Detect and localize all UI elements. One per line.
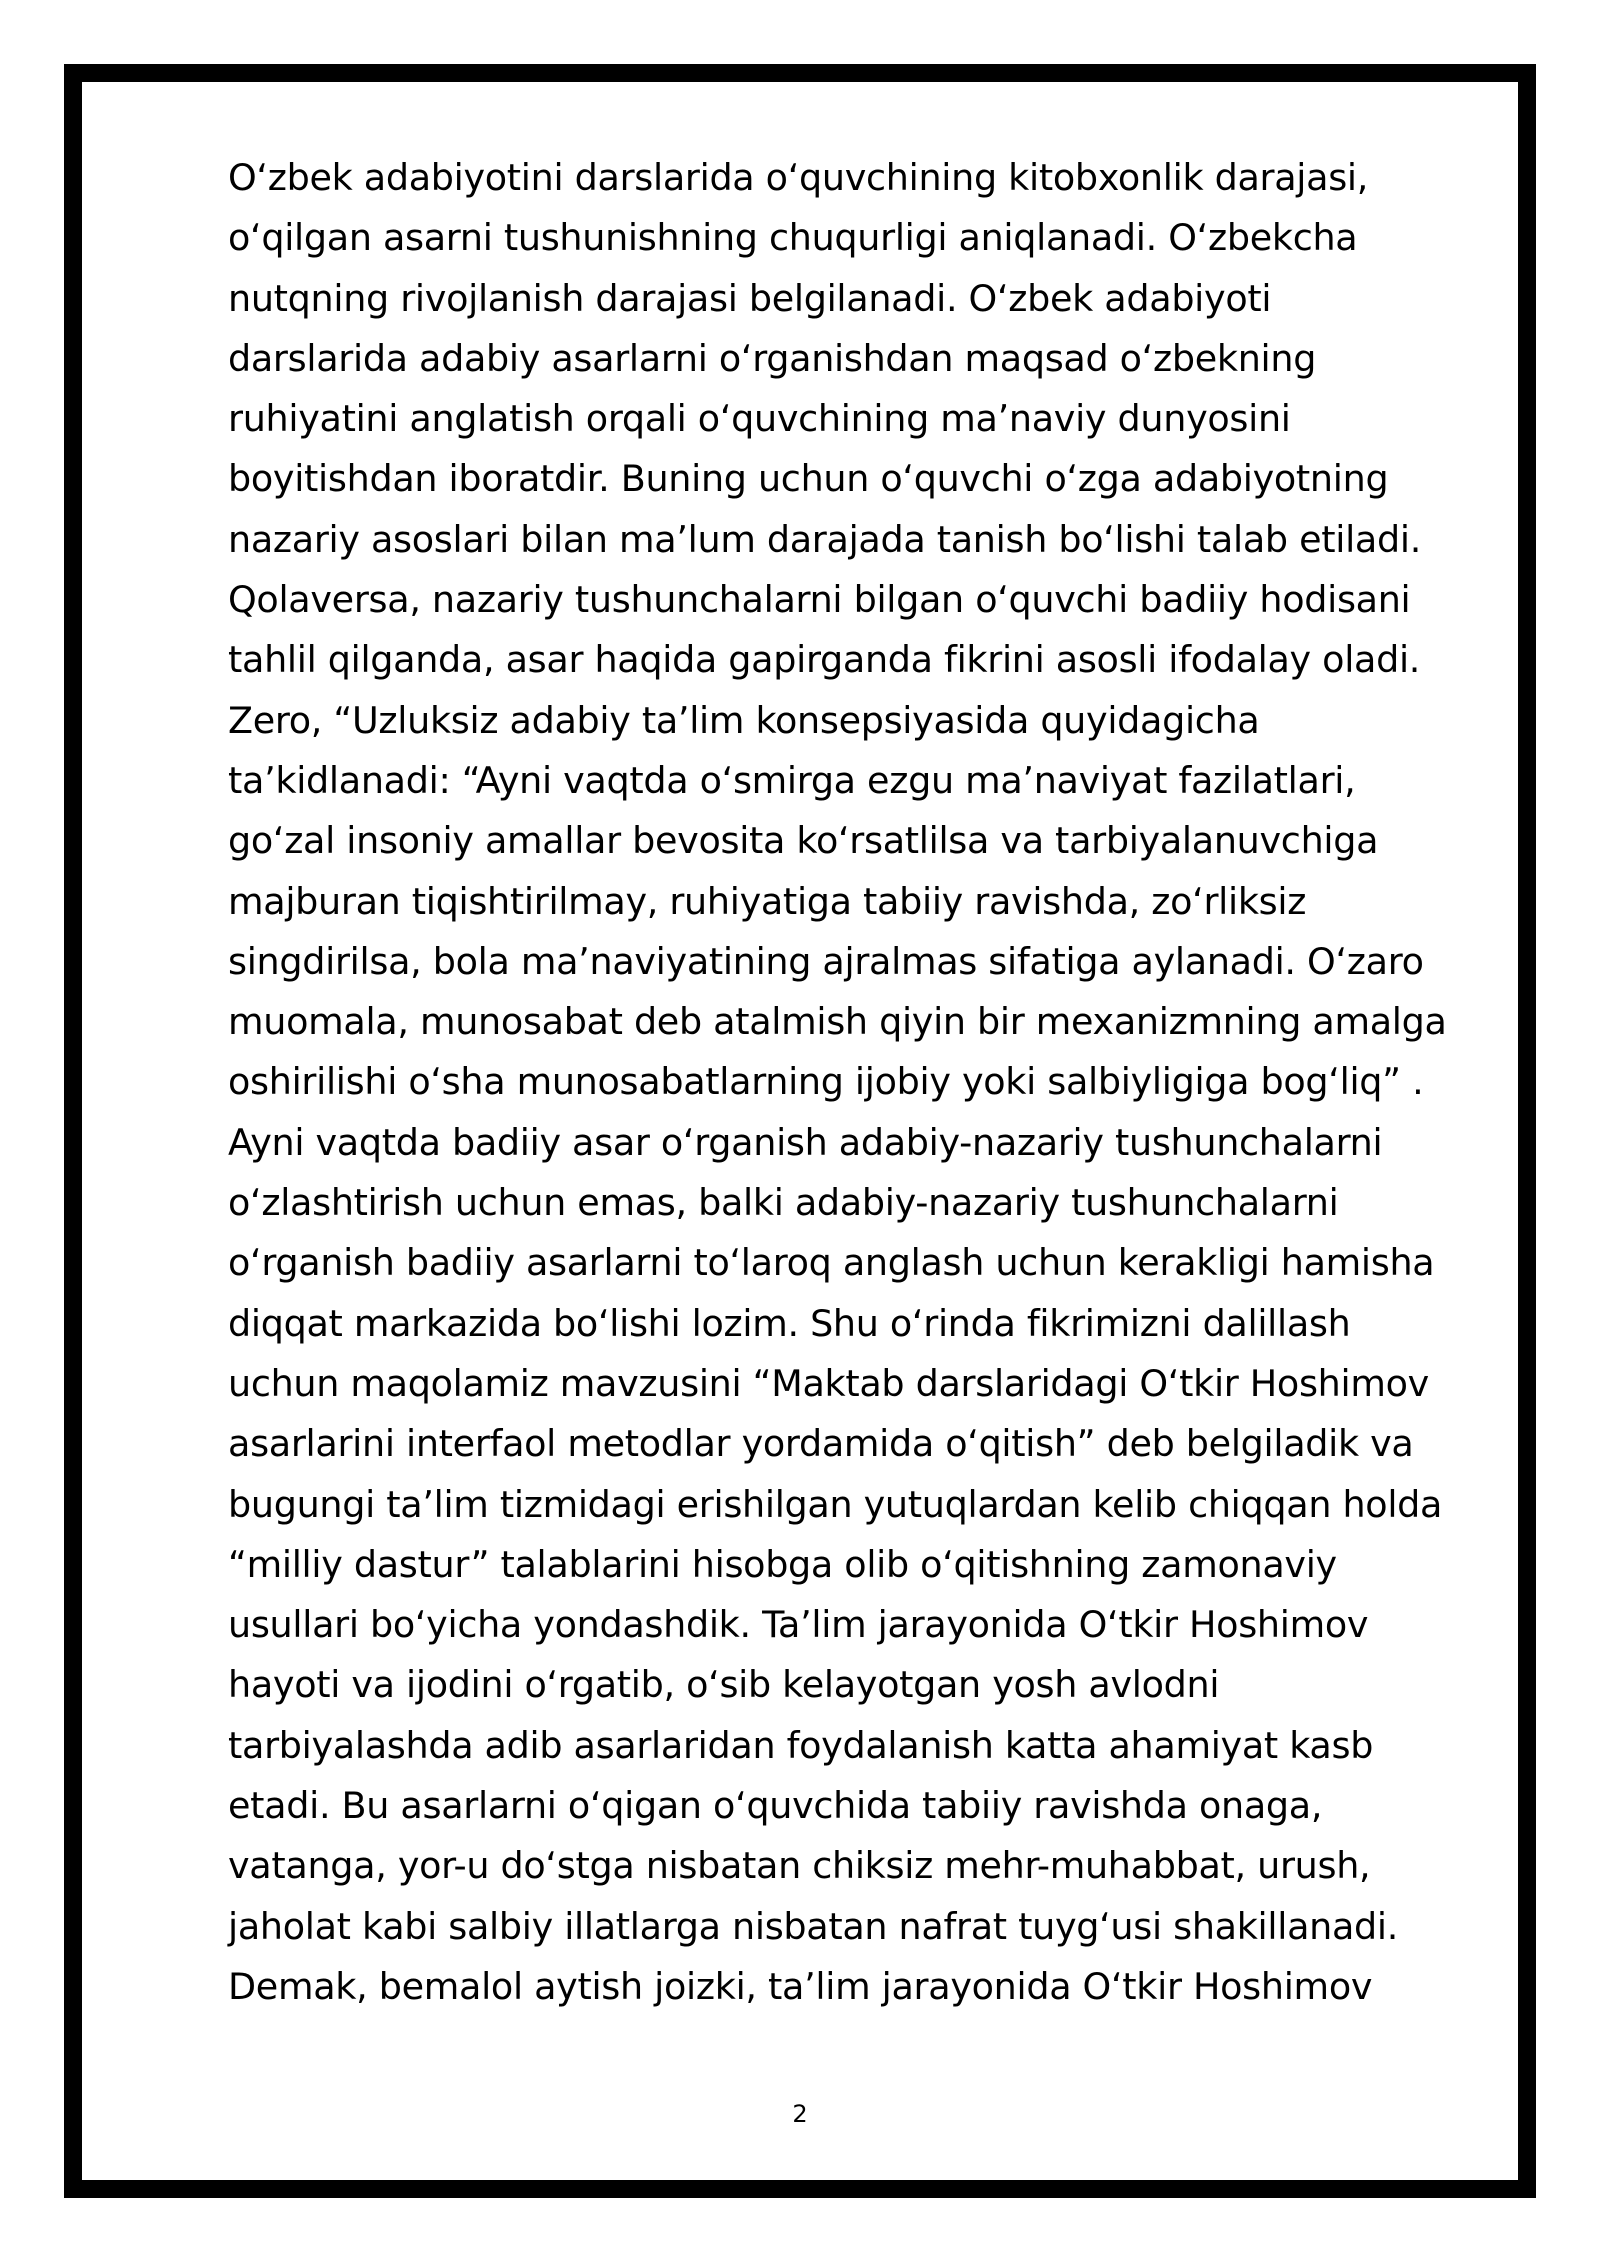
page-number: 2 — [792, 2100, 808, 2128]
text-line: Demak, bemalol aytish joizki, ta’lim jarayonida O‘tkir Hoshimov — [228, 1964, 1373, 2008]
text-line: darslarida adabiy asarlarni o‘rganishdan maqsad o‘zbekning — [228, 336, 1317, 380]
text-line: o‘qilgan asarni tushunishning chuqurligi aniqlanadi. O‘zbekcha — [228, 216, 1358, 260]
text-line: o‘zlashtirish uchun emas, balki adabiy-nazariy tushunchalarni — [228, 1181, 1339, 1225]
text-line: Qolaversa, nazariy tushunchalarni bilgan o‘quvchi badiiy hodisani — [228, 578, 1411, 622]
text-line: bugungi ta’lim tizmidagi erishilgan yutuqlardan kelib chiqqan holda — [228, 1482, 1443, 1526]
text-line: O‘zbek adabiyotini darslarida o‘quvchining kitobxonlik darajasi, — [228, 156, 1369, 199]
text-line: asarlarini interfaol metodlar yordamida o‘qitish” deb belgiladik va — [228, 1422, 1414, 1466]
text-line: muomala, munosabat deb atalmish qiyin bir mexanizmning amalga — [228, 1000, 1447, 1044]
text-line: “milliy dastur” talablarini hisobga olib o‘qitishning zamonaviy — [228, 1542, 1337, 1586]
text-line: usullari bo‘yicha yondashdik. Ta’lim jarayonida O‘tkir Hoshimov — [228, 1603, 1369, 1647]
text-line: oshirilishi o‘sha munosabatlarning ijobiy yoki salbiyligiga bog‘liq” . — [228, 1060, 1424, 1104]
text-line: boyitishdan iboratdir. Buning uchun o‘quvchi o‘zga adabiyotning — [228, 457, 1389, 501]
text-line: tarbiyalashda adib asarlaridan foydalanish katta ahamiyat kasb — [228, 1723, 1374, 1767]
body-text — [228, 148, 1488, 2017]
text-line: majburan tiqishtirilmay, ruhiyatiga tabiiy ravishda, zo‘rliksiz — [228, 879, 1307, 923]
text-line: nutqning rivojlanish darajasi belgilanadi. O‘zbek adabiyoti — [228, 276, 1272, 320]
text-line: ta’kidlanadi: “Ayni vaqtda o‘smirga ezgu ma’naviyat fazilatlari, — [228, 758, 1356, 802]
text-line: etadi. Bu asarlarni o‘qigan o‘quvchida tabiiy ravishda onaga, — [228, 1784, 1323, 1828]
text-line: tahlil qilganda, asar haqida gapirganda fikrini asosli ifodalay oladi. — [228, 638, 1421, 682]
text-line: Ayni vaqtda badiiy asar o‘rganish adabiy-nazariy tushunchalarni — [228, 1120, 1383, 1164]
text-line: nazariy asoslari bilan ma’lum darajada tanish bo‘lishi talab etiladi. — [228, 517, 1421, 561]
text-line: uchun maqolamiz mavzusini “Maktab darslaridagi O‘tkir Hoshimov — [228, 1361, 1429, 1405]
text-line: singdirilsa, bola ma’naviyatining ajralmas sifatiga aylanadi. O‘zaro — [228, 939, 1424, 983]
text-line: vatanga, yor-u do‘stga nisbatan chiksiz mehr-muhabbat, urush, — [228, 1844, 1371, 1888]
text-line: Zero, “Uzluksiz adabiy ta’lim konsepsiyasida quyidagicha — [228, 698, 1260, 742]
text-line: ruhiyatini anglatish orqali o‘quvchining ma’naviy dunyosini — [228, 397, 1291, 441]
text-line: o‘rganish badiiy asarlarni to‘laroq anglash uchun kerakligi hamisha — [228, 1241, 1435, 1285]
text-line: diqqat markazida bo‘lishi lozim. Shu o‘rinda fikrimizni dalillash — [228, 1301, 1351, 1345]
text-line: go‘zal insoniy amallar bevosita ko‘rsatlilsa va tarbiyalanuvchiga — [228, 819, 1379, 863]
text-line: jaholat kabi salbiy illatlarga nisbatan nafrat tuyg‘usi shakillanadi. — [228, 1904, 1399, 1948]
text-line: hayoti va ijodini o‘rgatib, o‘sib kelayotgan yosh avlodni — [228, 1663, 1220, 1707]
